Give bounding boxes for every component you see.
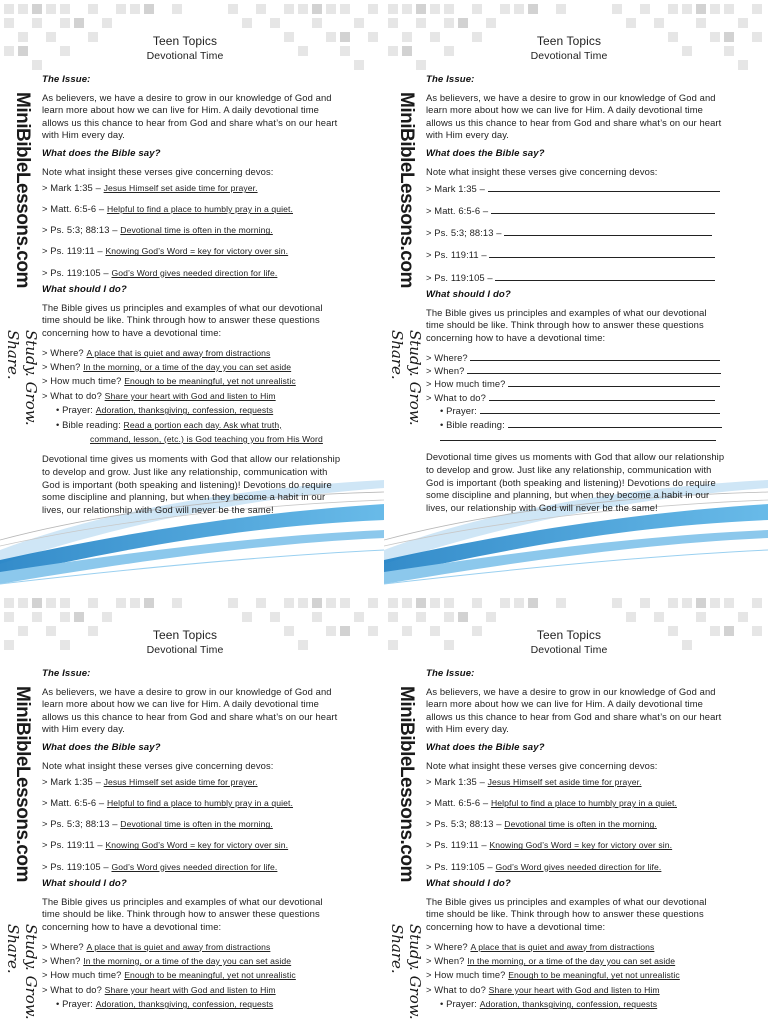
verse-item: > Ps. 119:11 – [426, 248, 726, 262]
lesson-content [42, 628, 342, 1019]
site-name: MiniBibleLessons.com [396, 92, 417, 288]
sub-item: • Prayer: Adoration, thanksgiving, confession, requests [56, 404, 274, 416]
verse-item: > Ps. 5:3; 88:13 – [426, 226, 726, 240]
do-intro: The Bible gives us principles and examples of what our devotional time should be like. Think through how to answer these questions concerning how to have a devotional time: [426, 895, 707, 932]
verse-item: > Ps. 119:105 – God’s Word gives needed direction for life. [42, 266, 278, 278]
do-intro: The Bible gives us principles and examples of what our devotional time should be like. Think through how to answer these questions concerning how to have a devotional time: [42, 301, 323, 338]
bible-intro: Note what insight these verses give concerning devos: [426, 165, 658, 177]
do-heading: What should I do? [426, 289, 511, 301]
issue-text: As believers, we have a desire to grow in our knowledge of God and learn more about how we can live for Him. A daily devotional time allows us this chance to hear from God and share what’s on our heart with Him every day. [426, 685, 722, 735]
lesson-card-4 [384, 594, 768, 1024]
lesson-content [42, 34, 342, 522]
bible-heading: What does the Bible say? [42, 741, 161, 753]
lesson-card-3 [0, 594, 384, 1024]
closing-text: Devotional time gives us moments with God that allow our relationship to develop and grow. Just like any relationship, communication with God is important (both speaking and listening)! Devotions do require some discipline and planning, but when they become a habit in our lives, our relationship with God will never be the same! [42, 453, 341, 515]
bible-intro: Note what insight these verses give concerning devos: [42, 165, 274, 177]
do-heading: What should I do? [42, 284, 127, 296]
verse-item: > Mark 1:35 – Jesus Himself set aside time for prayer. [426, 776, 642, 788]
bible-heading: What does the Bible say? [42, 147, 161, 159]
question-list [42, 940, 342, 1012]
issue-text: As believers, we have a desire to grow in our knowledge of God and learn more about how we can live for Him. A daily devotional time allows us this chance to hear from God and share what’s on our heart with Him every day. [426, 91, 722, 141]
tagline: Study. Grow. Share. [388, 924, 424, 1020]
verse-item: > Mark 1:35 – Jesus Himself set aside time for prayer. [42, 776, 258, 788]
question-item: > How much time? Enough to be meaningful, yet not unrealistic [42, 969, 296, 981]
verse-item: > Matt. 6:5-6 – Helpful to find a place to humbly pray in a quiet. [426, 797, 677, 809]
verse-item: > Mark 1:35 – [426, 182, 726, 196]
series-title: Teen Topics [152, 34, 218, 48]
sub-item: • Bible reading: Read a portion each day. Ask what truth, [56, 418, 282, 430]
question-item: > What to do? Share your heart with God and listen to Him [42, 389, 276, 401]
vertical-branding [388, 92, 424, 495]
vertical-branding [388, 686, 424, 1024]
answer-blank[interactable] [491, 204, 715, 214]
verse-item: > Matt. 6:5-6 – Helpful to find a place to humbly pray in a quiet. [42, 797, 293, 809]
answer-blank[interactable] [440, 431, 716, 441]
site-name: MiniBibleLessons.com [396, 686, 417, 882]
question-item: > When? In the morning, or a time of the day you can set aside [42, 954, 292, 966]
verse-item: > Ps. 119:105 – God’s Word gives needed direction for life. [42, 860, 278, 872]
do-intro: The Bible gives us principles and examples of what our devotional time should be like. Think through how to answer these questions concerning how to have a devotional time: [42, 895, 323, 932]
verse-item: > Mark 1:35 – Jesus Himself set aside time for prayer. [42, 182, 258, 194]
lesson-card-2 [384, 0, 768, 594]
do-heading: What should I do? [426, 878, 511, 890]
closing-text: Devotional time gives us moments with God that allow our relationship to develop and grow. Just like any relationship, communication with God is important (both speaking and listening)! Devotions do require some discipline and planning, but when they become a habit in our lives, our relationship with God will never be the same! [426, 451, 725, 513]
bible-heading: What does the Bible say? [426, 741, 545, 753]
question-item: > Where? A place that is quiet and away from distractions [42, 346, 271, 358]
do-intro: The Bible gives us principles and examples of what our devotional time should be like. Think through how to answer these questions concerning how to have a devotional time: [426, 306, 707, 343]
sub-item-continuation [426, 431, 726, 444]
verse-item: > Ps. 5:3; 88:13 – Devotional time is often in the morning. [42, 224, 273, 236]
lesson-content [426, 34, 726, 520]
question-item: > When? In the morning, or a time of the day you can set aside [42, 360, 292, 372]
question-list [42, 346, 342, 447]
series-title: Teen Topics [152, 628, 218, 642]
lesson-title: Devotional Time [146, 50, 224, 62]
lesson-card-1 [0, 0, 384, 594]
question-item: > How much time? [426, 377, 726, 390]
verse-item: > Ps. 5:3; 88:13 – Devotional time is often in the morning. [42, 818, 273, 830]
answer-blank[interactable] [508, 418, 722, 428]
question-item: > What to do? Share your heart with God and listen to Him [42, 983, 276, 995]
vertical-branding [4, 686, 40, 1024]
verse-item: > Ps. 119:105 – [426, 271, 726, 285]
question-list [426, 351, 726, 445]
question-item: > Where? [426, 351, 726, 364]
verse-item: > Matt. 6:5-6 – [426, 204, 726, 218]
lesson-title: Devotional Time [146, 644, 224, 656]
question-item: > When? [426, 364, 726, 377]
sub-item: • Prayer: Adoration, thanksgiving, confession, requests [440, 998, 658, 1010]
vertical-branding [4, 92, 40, 495]
site-name: MiniBibleLessons.com [12, 92, 33, 288]
tagline: Study. Grow. Share. [388, 330, 424, 426]
question-item: > How much time? Enough to be meaningful, yet not unrealistic [42, 375, 296, 387]
question-item: > Where? A place that is quiet and away from distractions [42, 940, 271, 952]
lesson-title: Devotional Time [530, 50, 608, 62]
verse-item: > Ps. 5:3; 88:13 – Devotional time is often in the morning. [426, 818, 657, 830]
answer-blank[interactable] [489, 248, 715, 258]
verse-item: > Ps. 119:11 – Knowing God’s Word = key for victory over sin. [42, 839, 289, 851]
answer-blank[interactable] [467, 364, 721, 374]
answer-blank[interactable] [488, 182, 720, 192]
answer-blank[interactable] [470, 351, 720, 361]
lesson-title: Devotional Time [530, 644, 608, 656]
do-heading: What should I do? [42, 878, 127, 890]
sub-item: • Prayer: Adoration, thanksgiving, confession, requests [56, 998, 274, 1010]
sub-item: • Prayer: [426, 404, 726, 417]
issue-heading: The Issue: [426, 74, 475, 85]
issue-heading: The Issue: [42, 668, 91, 679]
site-name: MiniBibleLessons.com [12, 686, 33, 882]
tagline: Study. Grow. Share. [4, 924, 40, 1020]
bible-intro: Note what insight these verses give concerning devos: [42, 759, 274, 771]
question-item: > What to do? [426, 391, 726, 404]
answer-blank[interactable] [489, 391, 715, 401]
answer-blank[interactable] [495, 271, 715, 281]
verse-item: > Ps. 119:11 – Knowing God’s Word = key for victory over sin. [42, 245, 289, 257]
bible-intro: Note what insight these verses give concerning devos: [426, 759, 658, 771]
verse-item: > Matt. 6:5-6 – Helpful to find a place to humbly pray in a quiet. [42, 203, 293, 215]
series-title: Teen Topics [536, 34, 602, 48]
answer-blank[interactable] [508, 377, 720, 387]
sub-item: • Bible reading: [426, 418, 726, 431]
question-item: > How much time? Enough to be meaningful, yet not unrealistic [426, 969, 680, 981]
question-list [426, 940, 726, 1012]
issue-heading: The Issue: [426, 668, 475, 679]
issue-text: As believers, we have a desire to grow in our knowledge of God and learn more about how we can live for Him. A daily devotional time allows us this chance to hear from God and share what’s on our heart with Him every day. [42, 685, 338, 735]
bible-heading: What does the Bible say? [426, 147, 545, 159]
series-title: Teen Topics [536, 628, 602, 642]
lesson-content [426, 628, 726, 1019]
verse-item: > Ps. 119:11 – Knowing God’s Word = key for victory over sin. [426, 839, 673, 851]
question-item: > Where? A place that is quiet and away from distractions [426, 940, 655, 952]
question-item: > What to do? Share your heart with God and listen to Him [426, 983, 660, 995]
issue-heading: The Issue: [42, 74, 91, 85]
question-item: > When? In the morning, or a time of the day you can set aside [426, 954, 676, 966]
tagline: Study. Grow. Share. [4, 330, 40, 426]
issue-text: As believers, we have a desire to grow in our knowledge of God and learn more about how we can live for Him. A daily devotional time allows us this chance to hear from God and share what’s on our heart with Him every day. [42, 91, 338, 141]
answer-blank[interactable] [504, 226, 712, 236]
sub-item-continuation: command, lesson, (etc.) is God teaching you from His Word [90, 433, 323, 444]
answer-blank[interactable] [480, 404, 720, 414]
verse-item: > Ps. 119:105 – God’s Word gives needed direction for life. [426, 860, 662, 872]
